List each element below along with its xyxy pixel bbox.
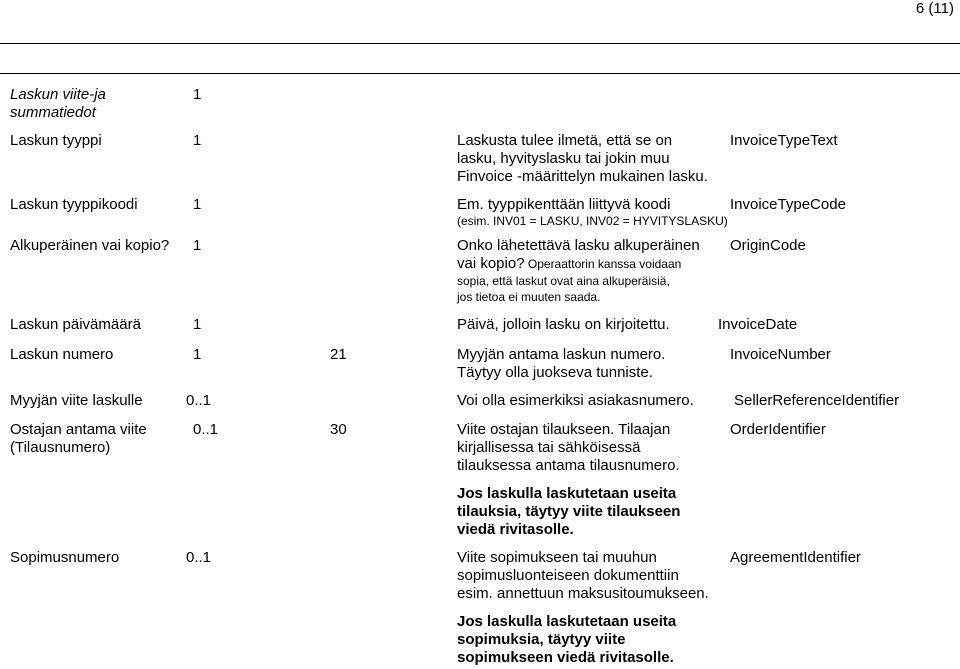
row-length-ostajan-viite: 30 — [330, 421, 347, 438]
row-desc-laskun-tyyppi: Laskusta tulee ilmetä, että se on lasku, hyvityslasku tai jokin muu Finvoice -määrittelyn mukainen lasku. — [457, 132, 708, 185]
page-number: 6 (11) — [915, 0, 954, 17]
section-title: Laskun viite-ja summatiedot — [10, 86, 106, 121]
row-desc-ostajan-viite: Viite ostajan tilaukseen. Tilaajan kirjallisessa tai sähköisessä tilauksessa antama tilausnumero. — [457, 421, 680, 474]
row-occurrence-sopimusnumero: 0..1 — [186, 549, 212, 566]
row-element-numero: InvoiceNumber — [730, 346, 831, 363]
row-element-laskun-tyyppi: InvoiceTypeText — [730, 132, 838, 149]
row-desc-paivamaara: Päivä, jolloin lasku on kirjoitettu. — [457, 316, 670, 333]
row-desc-alkuperainen: Onko lähetettävä lasku alkuperäinen vai kopio? Operaattorin kanssa voidaan sopia, että laskut ovat aina alkuperäisiä, jos tietoa ei muuten saada. — [457, 237, 700, 304]
row-desc-laskun-tyyppikoodi: Em. tyyppikenttään liittyvä koodi (esim. INV01 = LASKU, INV02 = HYVITYSLASKU) — [457, 196, 728, 228]
top-rule — [0, 43, 960, 44]
row-name-laskun-tyyppikoodi: Laskun tyyppikoodi — [10, 196, 138, 213]
row-name-numero: Laskun numero — [10, 346, 114, 363]
row-desc-sopimusnumero: Viite sopimukseen tai muuhun sopimusluonteiseen dokumenttiin esim. annettuun maksusitoumukseen. — [457, 549, 709, 602]
row-occurrence-alkuperainen: 1 — [193, 237, 202, 254]
row-name-laskun-tyyppi: Laskun tyyppi — [10, 132, 102, 149]
row-length-numero: 21 — [330, 346, 347, 363]
row-element-paivamaara: InvoiceDate — [718, 316, 798, 333]
section-rule — [0, 73, 960, 74]
row-desc-numero: Myyjän antama laskun numero. Täytyy olla juokseva tunniste. — [457, 346, 666, 381]
row-element-alkuperainen: OriginCode — [730, 237, 806, 254]
row-name-sopimusnumero: Sopimusnumero — [10, 549, 120, 566]
row-element-myyjan-viite: SellerReferenceIdentifier — [734, 392, 900, 409]
row-element-ostajan-viite: OrderIdentifier — [730, 421, 826, 438]
row-occurrence-ostajan-viite: 0..1 — [193, 421, 219, 438]
row-element-sopimusnumero: AgreementIdentifier — [730, 549, 861, 566]
row-occurrence-laskun-tyyppikoodi: 1 — [193, 196, 202, 213]
row-note-ostajan-viite: Jos laskulla laskutetaan useita tilauksia, täytyy viite tilaukseen viedä rivitasolle. — [457, 485, 681, 538]
row-note-sopimusnumero: Jos laskulla laskutetaan useita sopimuksia, täytyy viite sopimukseen viedä rivitasolle. — [457, 613, 677, 666]
section-occurrence: 1 — [193, 86, 202, 103]
row-name-paivamaara: Laskun päivämäärä — [10, 316, 141, 333]
row-occurrence-laskun-tyyppi: 1 — [193, 132, 202, 149]
row-occurrence-numero: 1 — [193, 346, 202, 363]
row-name-myyjan-viite: Myyjän viite laskulle — [10, 392, 143, 409]
row-occurrence-myyjan-viite: 0..1 — [186, 392, 212, 409]
row-name-alkuperainen: Alkuperäinen vai kopio? — [10, 237, 170, 254]
row-name-ostajan-viite: Ostajan antama viite (Tilausnumero) — [10, 421, 147, 456]
row-desc-myyjan-viite: Voi olla esimerkiksi asiakasnumero. — [457, 392, 694, 409]
row-occurrence-paivamaara: 1 — [193, 316, 202, 333]
row-element-laskun-tyyppikoodi: InvoiceTypeCode — [730, 196, 846, 213]
